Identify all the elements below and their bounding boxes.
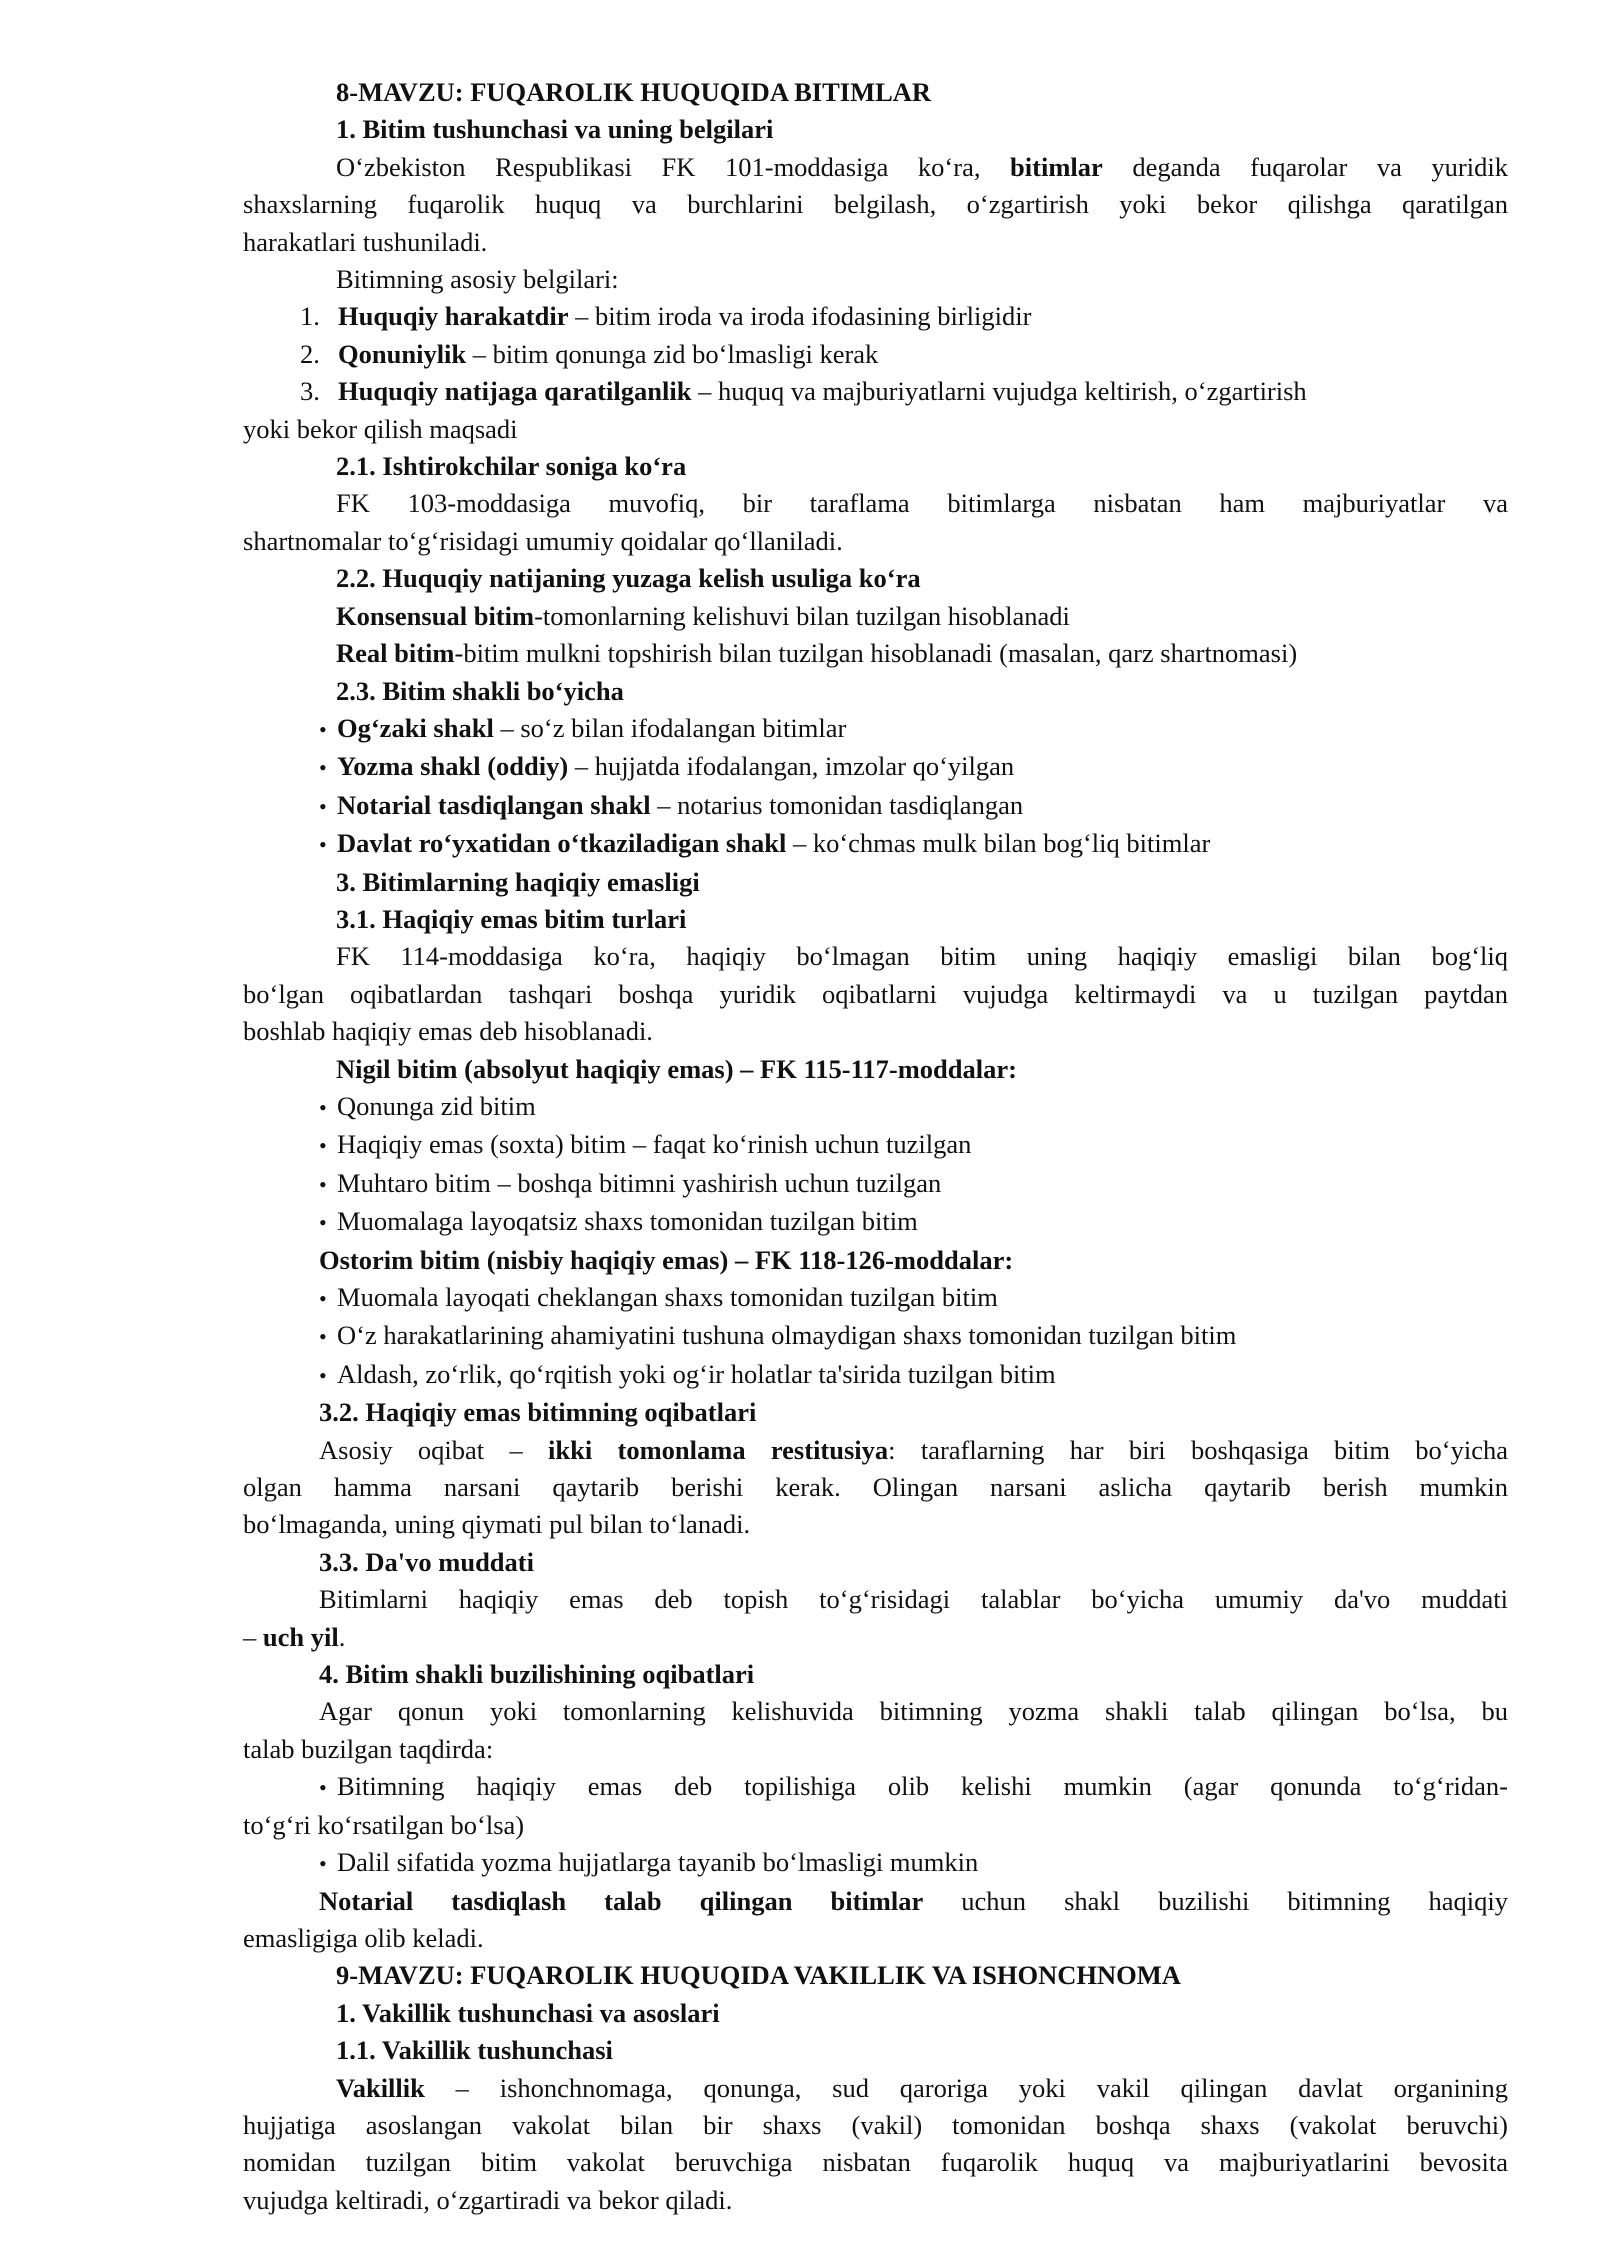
- list-item: • Muomala layoqati cheklangan shaxs tomonidan tuzilgan bitim: [243, 1279, 1508, 1317]
- paragraph-line: Notarial tasdiqlash talab qilingan bitimlar uchun shakl buzilishi bitimning haqiqiy: [319, 1885, 1508, 1916]
- section-3-2-heading: 3.2. Haqiqiy emas bitimning oqibatlari: [319, 1397, 757, 1428]
- section-v1-heading: 1. Vakillik tushunchasi va asoslari: [336, 1997, 720, 2028]
- paragraph-line: nomidan tuzilgan bitim vakolat beruvchiga nisbatan fuqarolik huquq va majburiyatlarini bevosita: [243, 2147, 1508, 2178]
- paragraph-line: Agar qonun yoki tomonlarning kelishuvida bitimning yozma shakli talab qilingan bo‘lsa, bu: [319, 1696, 1508, 1727]
- paragraph-line: Bitimlarni haqiqiy emas deb topish to‘g‘risidagi talablar bo‘yicha umumiy da'vo muddati: [319, 1584, 1508, 1615]
- section-3-3-heading: 3.3. Da'vo muddati: [319, 1546, 534, 1577]
- paragraph-line: Asosiy oqibat – ikki tomonlama restitusiya: taraflarning har biri boshqasiga bitim bo‘yicha: [319, 1434, 1508, 1465]
- list-item: • Yozma shakl (oddiy) – hujjatda ifodalangan, imzolar qo‘yilgan: [243, 748, 1508, 786]
- paragraph-line: vujudga keltiradi, o‘zgartiradi va bekor qiladi.: [243, 2184, 733, 2215]
- paragraph-line: harakatlari tushuniladi.: [243, 226, 488, 257]
- paragraph-line: talab buzilgan taqdirda:: [243, 1733, 494, 1764]
- section-3-1-heading: 3.1. Haqiqiy emas bitim turlari: [336, 903, 687, 934]
- section-2-2-heading: 2.2. Huquqiy natijaning yuzaga kelish usuliga ko‘ra: [336, 563, 921, 594]
- list-item: • Bitimning haqiqiy emas deb topilishiga olib kelishi mumkin (agar qonunda to‘g‘ridan-: [243, 1768, 1508, 1806]
- paragraph-line: FK 103-moddasiga muvofiq, bir taraflama bitimlarga nisbatan ham majburiyatlar va: [336, 488, 1508, 519]
- topic-8-title: 8-MAVZU: FUQAROLIK HUQUQIDA BITIMLAR: [336, 77, 932, 107]
- section-2-1-heading: 2.1. Ishtirokchilar soniga ko‘ra: [336, 451, 687, 482]
- list-item: • Notarial tasdiqlangan shakl – notarius tomonidan tasdiqlangan: [243, 787, 1508, 825]
- paragraph-line: bo‘lgan oqibatlardan tashqari boshqa yuridik oqibatlarni vujudga keltirmaydi va u tuzilgan paytdan: [243, 978, 1508, 1009]
- features-heading: Bitimning asosiy belgilari:: [336, 264, 619, 295]
- feature-item-3: 3. Huquqiy natijaga qaratilganlik – huquq va majburiyatlarni vujudga keltirish, o‘zgartirish: [300, 376, 1307, 407]
- feature-item-1: 1. Huquqiy harakatdir – bitim iroda va iroda ifodasining birligidir: [300, 301, 1032, 332]
- list-item: • Og‘zaki shakl – so‘z bilan ifodalangan bitimlar: [243, 710, 1508, 748]
- list-item: • Dalil sifatida yozma hujjatlarga tayanib bo‘lmasligi mumkin: [243, 1844, 1508, 1882]
- ostorim-heading: Ostorim bitim (nisbiy haqiqiy emas) – FK 118-126-moddalar:: [319, 1244, 1014, 1275]
- list-item: • Qonunga zid bitim: [243, 1088, 1508, 1126]
- list-item: • Davlat ro‘yxatidan o‘tkaziladigan shakl – ko‘chmas mulk bilan bog‘liq bitimlar: [243, 825, 1508, 863]
- paragraph-line: emasligiga olib keladi.: [243, 1922, 484, 1953]
- paragraph-line: Vakillik – ishonchnomaga, qonunga, sud qaroriga yoki vakil qilingan davlat organining: [336, 2072, 1508, 2103]
- section-2-3-heading: 2.3. Bitim shakli bo‘yicha: [336, 675, 624, 706]
- paragraph-line: shartnomalar to‘g‘risidagi umumiy qoidalar qo‘llaniladi.: [243, 525, 843, 556]
- paragraph-line: to‘g‘ri ko‘rsatilgan bo‘lsa): [243, 1809, 525, 1840]
- paragraph-line: yoki bekor qilish maqsadi: [243, 413, 518, 444]
- paragraph-line: bo‘lmaganda, uning qiymati pul bilan to‘lanadi.: [243, 1509, 751, 1540]
- paragraph-line: shaxslarning fuqarolik huquq va burchlarini belgilash, o‘zgartirish yoki bekor qilishga qaratilgan: [243, 189, 1508, 220]
- consensual-deal-line: Konsensual bitim-tomonlarning kelishuvi bilan tuzilgan hisoblanadi: [336, 600, 1070, 631]
- topic-9-title: 9-MAVZU: FUQAROLIK HUQUQIDA VAKILLIK VA ISHONCHNOMA: [336, 1960, 1181, 1991]
- paragraph-line: hujjatiga asoslangan vakolat bilan bir shaxs (vakil) tomonidan boshqa shaxs (vakolat beruvchi): [243, 2109, 1508, 2140]
- list-item: • Aldash, zo‘rlik, qo‘rqitish yoki og‘ir holatlar ta'sirida tuzilgan bitim: [243, 1356, 1508, 1394]
- real-deal-line: Real bitim-bitim mulkni topshirish bilan tuzilgan hisoblanadi (masalan, qarz shartnomasi): [336, 638, 1298, 669]
- paragraph-line: – uch yil.: [243, 1621, 346, 1652]
- list-item: • Haqiqiy emas (soxta) bitim – faqat ko‘rinish uchun tuzilgan: [243, 1126, 1508, 1164]
- section-v1-1-heading: 1.1. Vakillik tushunchasi: [336, 2035, 613, 2066]
- list-item: • O‘z harakatlarining ahamiyatini tushuna olmaydigan shaxs tomonidan tuzilgan bitim: [243, 1317, 1508, 1355]
- paragraph-line: O‘zbekiston Respublikasi FK 101-moddasiga ko‘ra, bitimlar deganda fuqarolar va yuridik: [336, 151, 1508, 182]
- section-4-heading: 4. Bitim shakli buzilishining oqibatlari: [319, 1659, 755, 1690]
- paragraph-line: FK 114-moddasiga ko‘ra, haqiqiy bo‘lmagan bitim uning haqiqiy emasligi bilan bog‘liq: [336, 941, 1508, 972]
- section-3-heading: 3. Bitimlarning haqiqiy emasligi: [336, 866, 700, 897]
- nigil-heading: Nigil bitim (absolyut haqiqiy emas) – FK 115-117-moddalar:: [336, 1053, 1017, 1084]
- feature-item-2: 2. Qonuniylik – bitim qonunga zid bo‘lmasligi kerak: [300, 338, 879, 369]
- paragraph-line: olgan hamma narsani qaytarib berishi kerak. Olingan narsani aslicha qaytarib berish mumkin: [243, 1472, 1508, 1503]
- paragraph-line: boshlab haqiqiy emas deb hisoblanadi.: [243, 1016, 653, 1047]
- list-item: • Muhtaro bitim – boshqa bitimni yashirish uchun tuzilgan: [243, 1165, 1508, 1203]
- list-item: • Muomalaga layoqatsiz shaxs tomonidan tuzilgan bitim: [243, 1203, 1508, 1241]
- section-1-heading: 1. Bitim tushunchasi va uning belgilari: [336, 114, 774, 145]
